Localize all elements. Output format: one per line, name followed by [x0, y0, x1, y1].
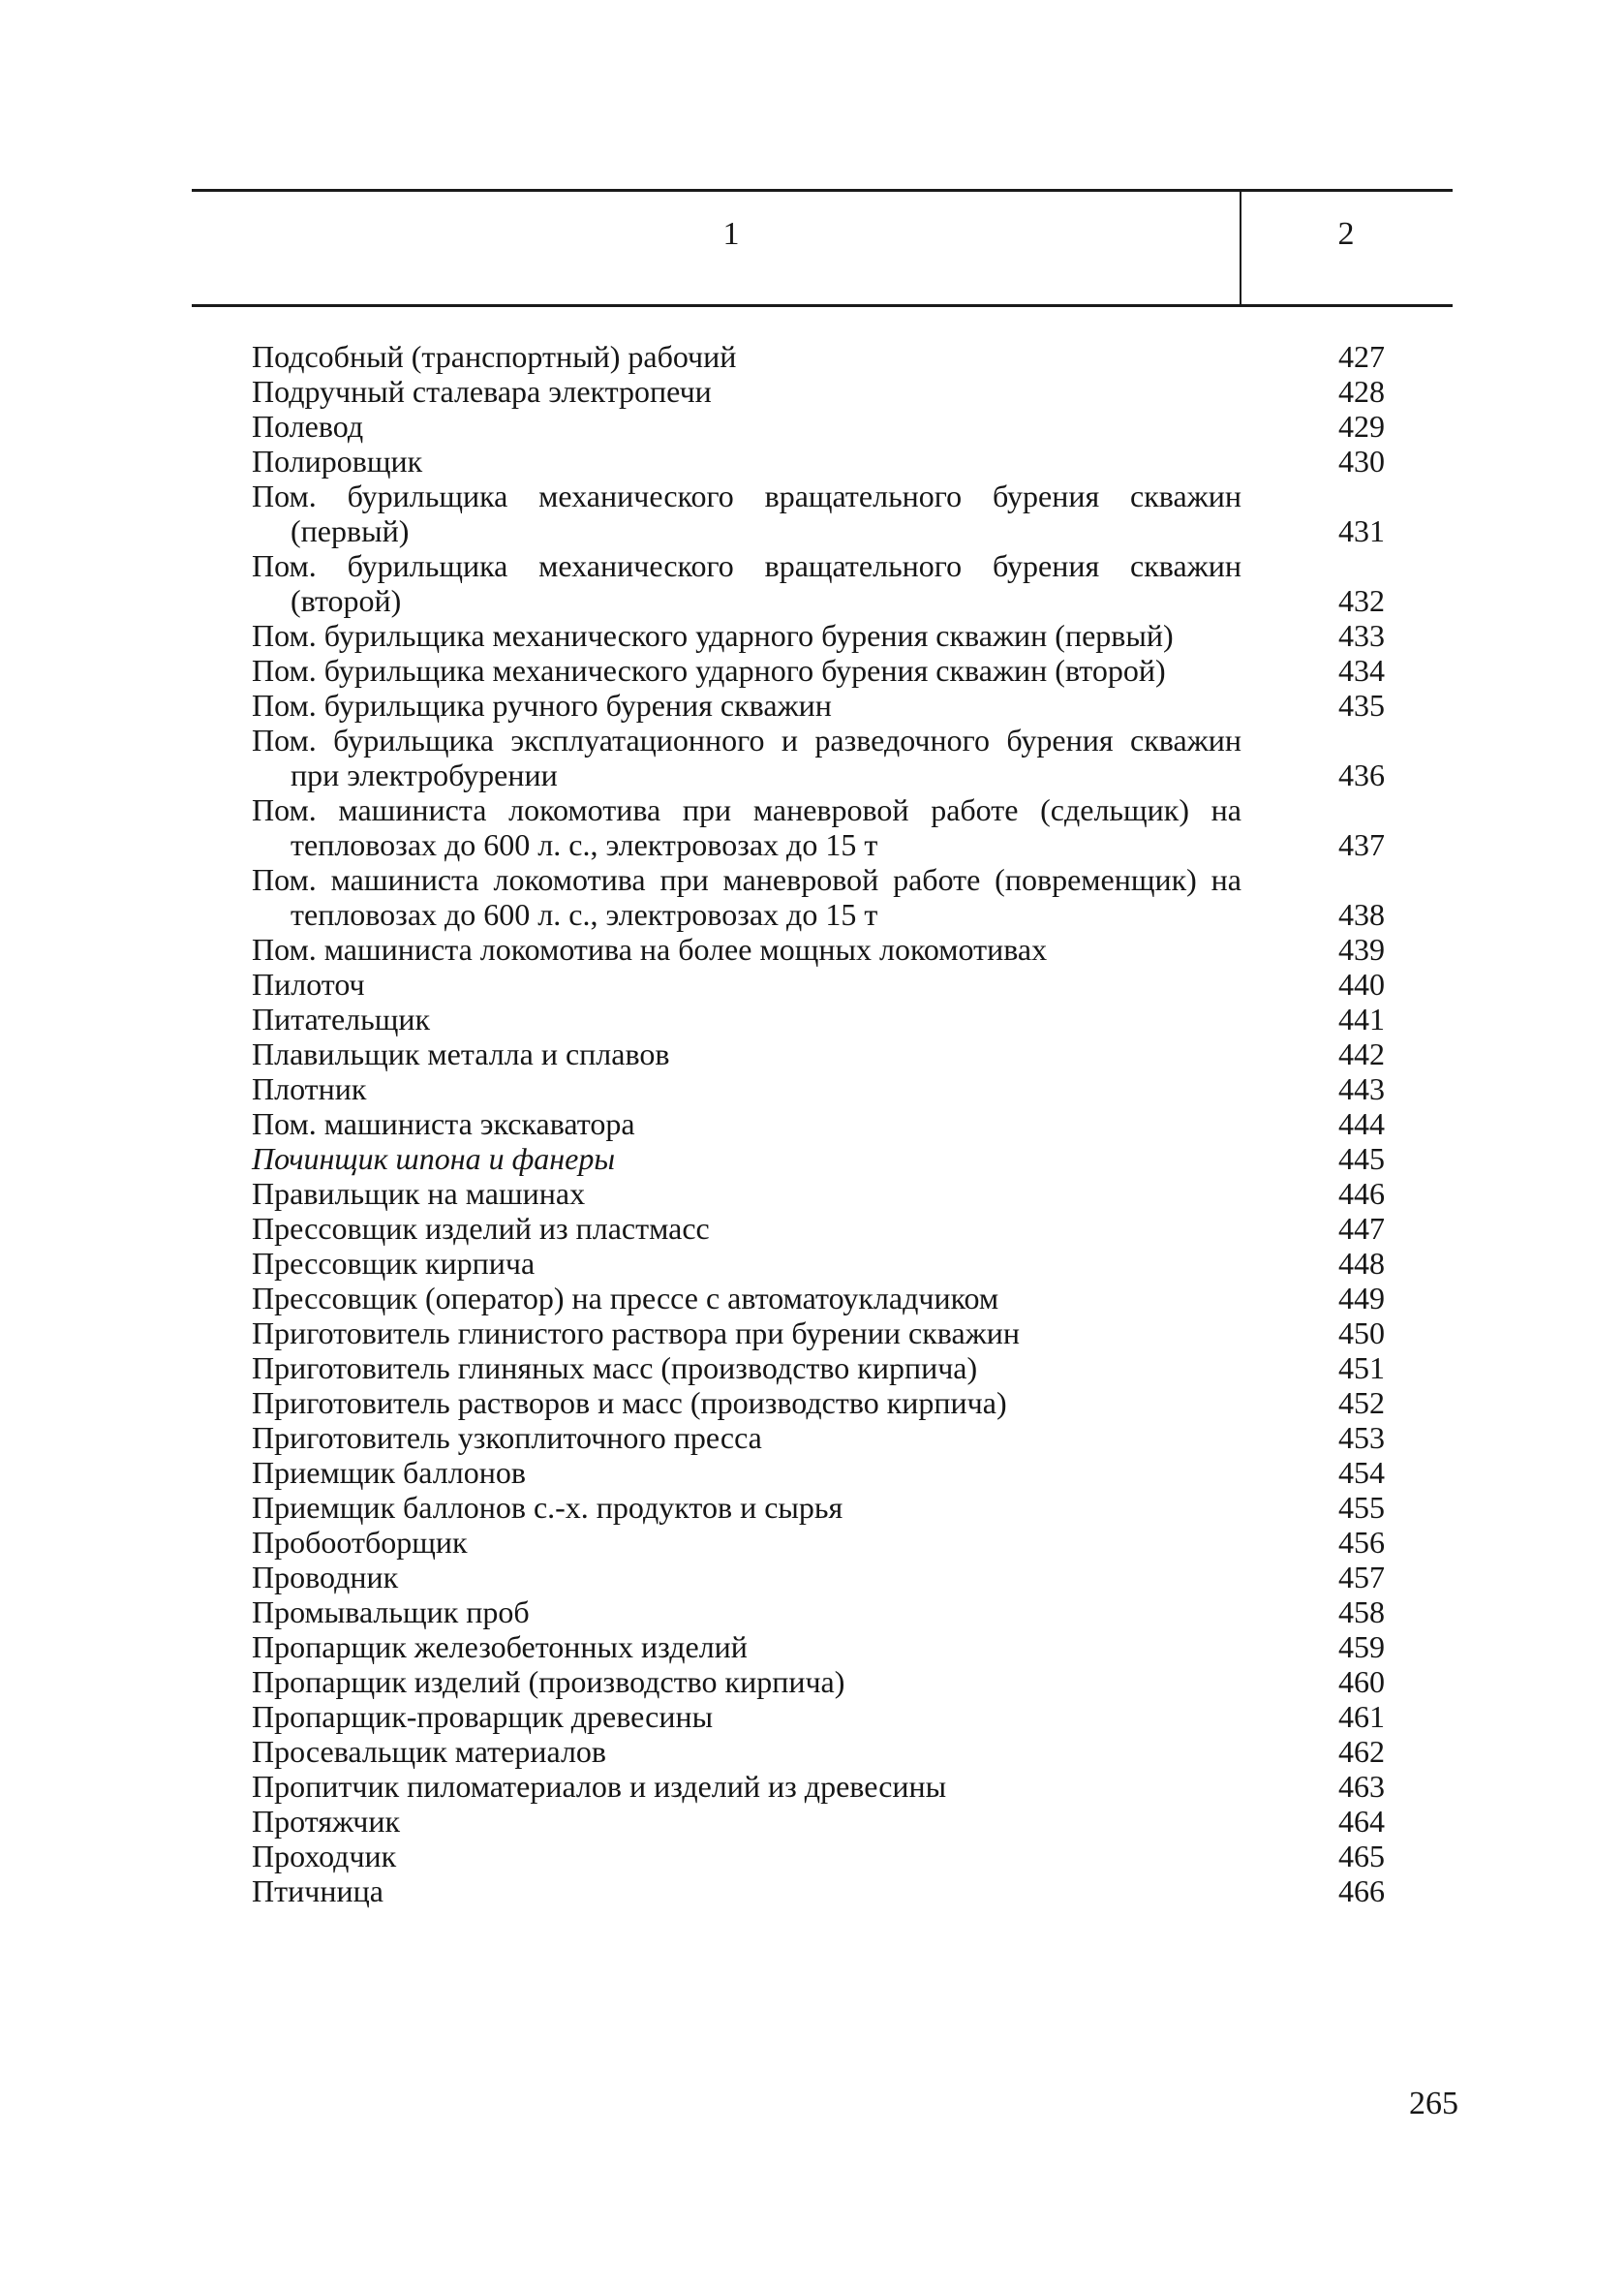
- profession-name: Протяжчик: [252, 1804, 401, 1839]
- profession-name: Правильщик на машинах: [252, 1176, 586, 1211]
- list-item: [252, 688, 1394, 723]
- entry-number: 461: [1338, 1699, 1385, 1734]
- list-item: [252, 1629, 1394, 1664]
- entry-number: 431: [1338, 513, 1385, 548]
- entry-number: 436: [1338, 758, 1385, 792]
- list-item: [252, 1141, 1394, 1176]
- list-item: [252, 548, 1394, 618]
- entry-number: 447: [1338, 1211, 1385, 1246]
- profession-name: Пом. машиниста локомотива на более мощных локомотивах: [252, 932, 1048, 967]
- profession-name: Птичница: [252, 1873, 383, 1908]
- entry-number: 446: [1338, 1176, 1385, 1211]
- list-item: [252, 792, 1394, 862]
- profession-name: Полевод: [252, 409, 364, 444]
- profession-name: Пом. бурильщика ручного бурения скважин: [252, 688, 832, 723]
- profession-name: Просевальщик материалов: [252, 1734, 607, 1769]
- header-column-divider: [1240, 191, 1241, 304]
- list-item: [252, 1106, 1394, 1141]
- profession-name: Приготовитель узкоплиточного пресса: [252, 1420, 762, 1455]
- entry-number: 440: [1338, 967, 1385, 1002]
- profession-name: Плотник: [252, 1071, 367, 1106]
- list-item: [252, 1246, 1394, 1281]
- profession-name: Приготовитель глиняных масс (производство кирпича): [252, 1350, 978, 1385]
- column-header-2: 2: [1337, 216, 1355, 252]
- profession-name: Приготовитель растворов и масс (производство кирпича): [252, 1385, 1007, 1420]
- entry-number: 451: [1338, 1350, 1385, 1385]
- entry-number: 429: [1338, 409, 1385, 444]
- profession-name: Пробоотборщик: [252, 1525, 468, 1560]
- list-item: [252, 653, 1394, 688]
- profession-name: Полировщик: [252, 444, 423, 479]
- list-item: [252, 1873, 1394, 1908]
- entry-number: 444: [1338, 1106, 1385, 1141]
- profession-name: Пом. машиниста локомотива при маневровой работе (повременщик) на тепловозах до 600 л. с., электровозах до 15 т: [252, 862, 1241, 932]
- profession-name: Пом. бурильщика механического ударного бурения скважин (второй): [252, 653, 1166, 688]
- list-item: [252, 479, 1394, 548]
- list-item: [252, 618, 1394, 653]
- list-item: [252, 444, 1394, 479]
- list-item: [252, 1594, 1394, 1629]
- profession-name: Промывальщик проб: [252, 1594, 530, 1629]
- profession-name: Приемщик баллонов: [252, 1455, 526, 1490]
- list-item: [252, 1490, 1394, 1525]
- entry-number: 430: [1338, 444, 1385, 479]
- entry-number: 448: [1338, 1246, 1385, 1281]
- profession-name: Прессовщик изделий из пластмасс: [252, 1211, 710, 1246]
- profession-name: Пом. бурильщика механического ударного бурения скважин (первый): [252, 618, 1174, 653]
- list-item: [252, 1211, 1394, 1246]
- entry-number: 443: [1338, 1071, 1385, 1106]
- profession-name: Прессовщик кирпича: [252, 1246, 536, 1281]
- list-item: [252, 409, 1394, 444]
- list-item: [252, 862, 1394, 932]
- list-item: [252, 1071, 1394, 1106]
- profession-name: Пом. бурильщика механического вращательного бурения скважин (первый): [252, 479, 1241, 548]
- list-item: [252, 1560, 1394, 1594]
- list-item: [252, 339, 1394, 374]
- list-item: [252, 967, 1394, 1002]
- profession-name: Починщик шпона и фанеры: [252, 1141, 616, 1176]
- column-header-1: 1: [722, 216, 740, 252]
- profession-name: Подручный сталевара электропечи: [252, 374, 712, 409]
- profession-name: Прессовщик (оператор) на прессе с автоматоукладчиком: [252, 1281, 999, 1315]
- list-item: [252, 1315, 1394, 1350]
- profession-name: Пилоточ: [252, 967, 365, 1002]
- entry-number: 458: [1338, 1594, 1385, 1629]
- entry-number: 453: [1338, 1420, 1385, 1455]
- entry-number: 427: [1338, 339, 1385, 374]
- profession-name: Плавильщик металла и сплавов: [252, 1036, 670, 1071]
- list-item: [252, 1385, 1394, 1420]
- profession-name: Пом. бурильщика механического вращательного бурения скважин (второй): [252, 548, 1241, 618]
- list-item: [252, 1350, 1394, 1385]
- list-item: [252, 1176, 1394, 1211]
- entry-number: 428: [1338, 374, 1385, 409]
- list-item: [252, 1804, 1394, 1839]
- profession-name: Пропарщик-проварщик древесины: [252, 1699, 714, 1734]
- list-item: [252, 1769, 1394, 1804]
- list-item: [252, 1281, 1394, 1315]
- entry-number: 435: [1338, 688, 1385, 723]
- list-item: [252, 1664, 1394, 1699]
- entry-number: 456: [1338, 1525, 1385, 1560]
- entry-number: 445: [1338, 1141, 1385, 1176]
- list-item: [252, 374, 1394, 409]
- entry-number: 433: [1338, 618, 1385, 653]
- list-item: [252, 1699, 1394, 1734]
- table-header-bottom-rule: [192, 304, 1453, 307]
- entry-number: 434: [1338, 653, 1385, 688]
- list-item: [252, 1839, 1394, 1873]
- entry-number: 438: [1338, 897, 1385, 932]
- entry-number: 463: [1338, 1769, 1385, 1804]
- entry-number: 450: [1338, 1315, 1385, 1350]
- list-item: [252, 723, 1394, 792]
- profession-name: Питательщик: [252, 1002, 431, 1036]
- profession-name: Пропарщик изделий (производство кирпича): [252, 1664, 845, 1699]
- profession-name: Проводник: [252, 1560, 399, 1594]
- entry-number: 452: [1338, 1385, 1385, 1420]
- list-item: [252, 932, 1394, 967]
- list-item: [252, 1525, 1394, 1560]
- entry-number: 432: [1338, 583, 1385, 618]
- profession-name: Пропитчик пиломатериалов и изделий из древесины: [252, 1769, 947, 1804]
- entry-number: 441: [1338, 1002, 1385, 1036]
- entry-number: 457: [1338, 1560, 1385, 1594]
- table-top-rule: [192, 189, 1453, 192]
- entry-number: 442: [1338, 1036, 1385, 1071]
- list-item: [252, 1455, 1394, 1490]
- page-number: 265: [1409, 2086, 1458, 2121]
- profession-name: Проходчик: [252, 1839, 397, 1873]
- list-item: [252, 1420, 1394, 1455]
- entry-number: 454: [1338, 1455, 1385, 1490]
- entry-number: 464: [1338, 1804, 1385, 1839]
- profession-list: [252, 339, 1394, 1908]
- entry-number: 439: [1338, 932, 1385, 967]
- list-item: [252, 1036, 1394, 1071]
- profession-name: Приготовитель глинистого раствора при бурении скважин: [252, 1315, 1020, 1350]
- entry-number: 437: [1338, 827, 1385, 862]
- profession-name: Пом. машиниста локомотива при маневровой работе (сдельщик) на тепловозах до 600 л. с., электровозах до 15 т: [252, 792, 1241, 862]
- profession-name: Приемщик баллонов с.-х. продуктов и сырья: [252, 1490, 843, 1525]
- entry-number: 465: [1338, 1839, 1385, 1873]
- profession-name: Пропарщик железобетонных изделий: [252, 1629, 748, 1664]
- profession-name: Подсобный (транспортный) рабочий: [252, 339, 737, 374]
- entry-number: 462: [1338, 1734, 1385, 1769]
- entry-number: 449: [1338, 1281, 1385, 1315]
- entry-number: 460: [1338, 1664, 1385, 1699]
- profession-name: Пом. машиниста экскаватора: [252, 1106, 635, 1141]
- list-item: [252, 1734, 1394, 1769]
- entry-number: 459: [1338, 1629, 1385, 1664]
- entry-number: 466: [1338, 1873, 1385, 1908]
- profession-name: Пом. бурильщика эксплуатационного и разведочного бурения скважин при электробурении: [252, 723, 1241, 792]
- entry-number: 455: [1338, 1490, 1385, 1525]
- list-item: [252, 1002, 1394, 1036]
